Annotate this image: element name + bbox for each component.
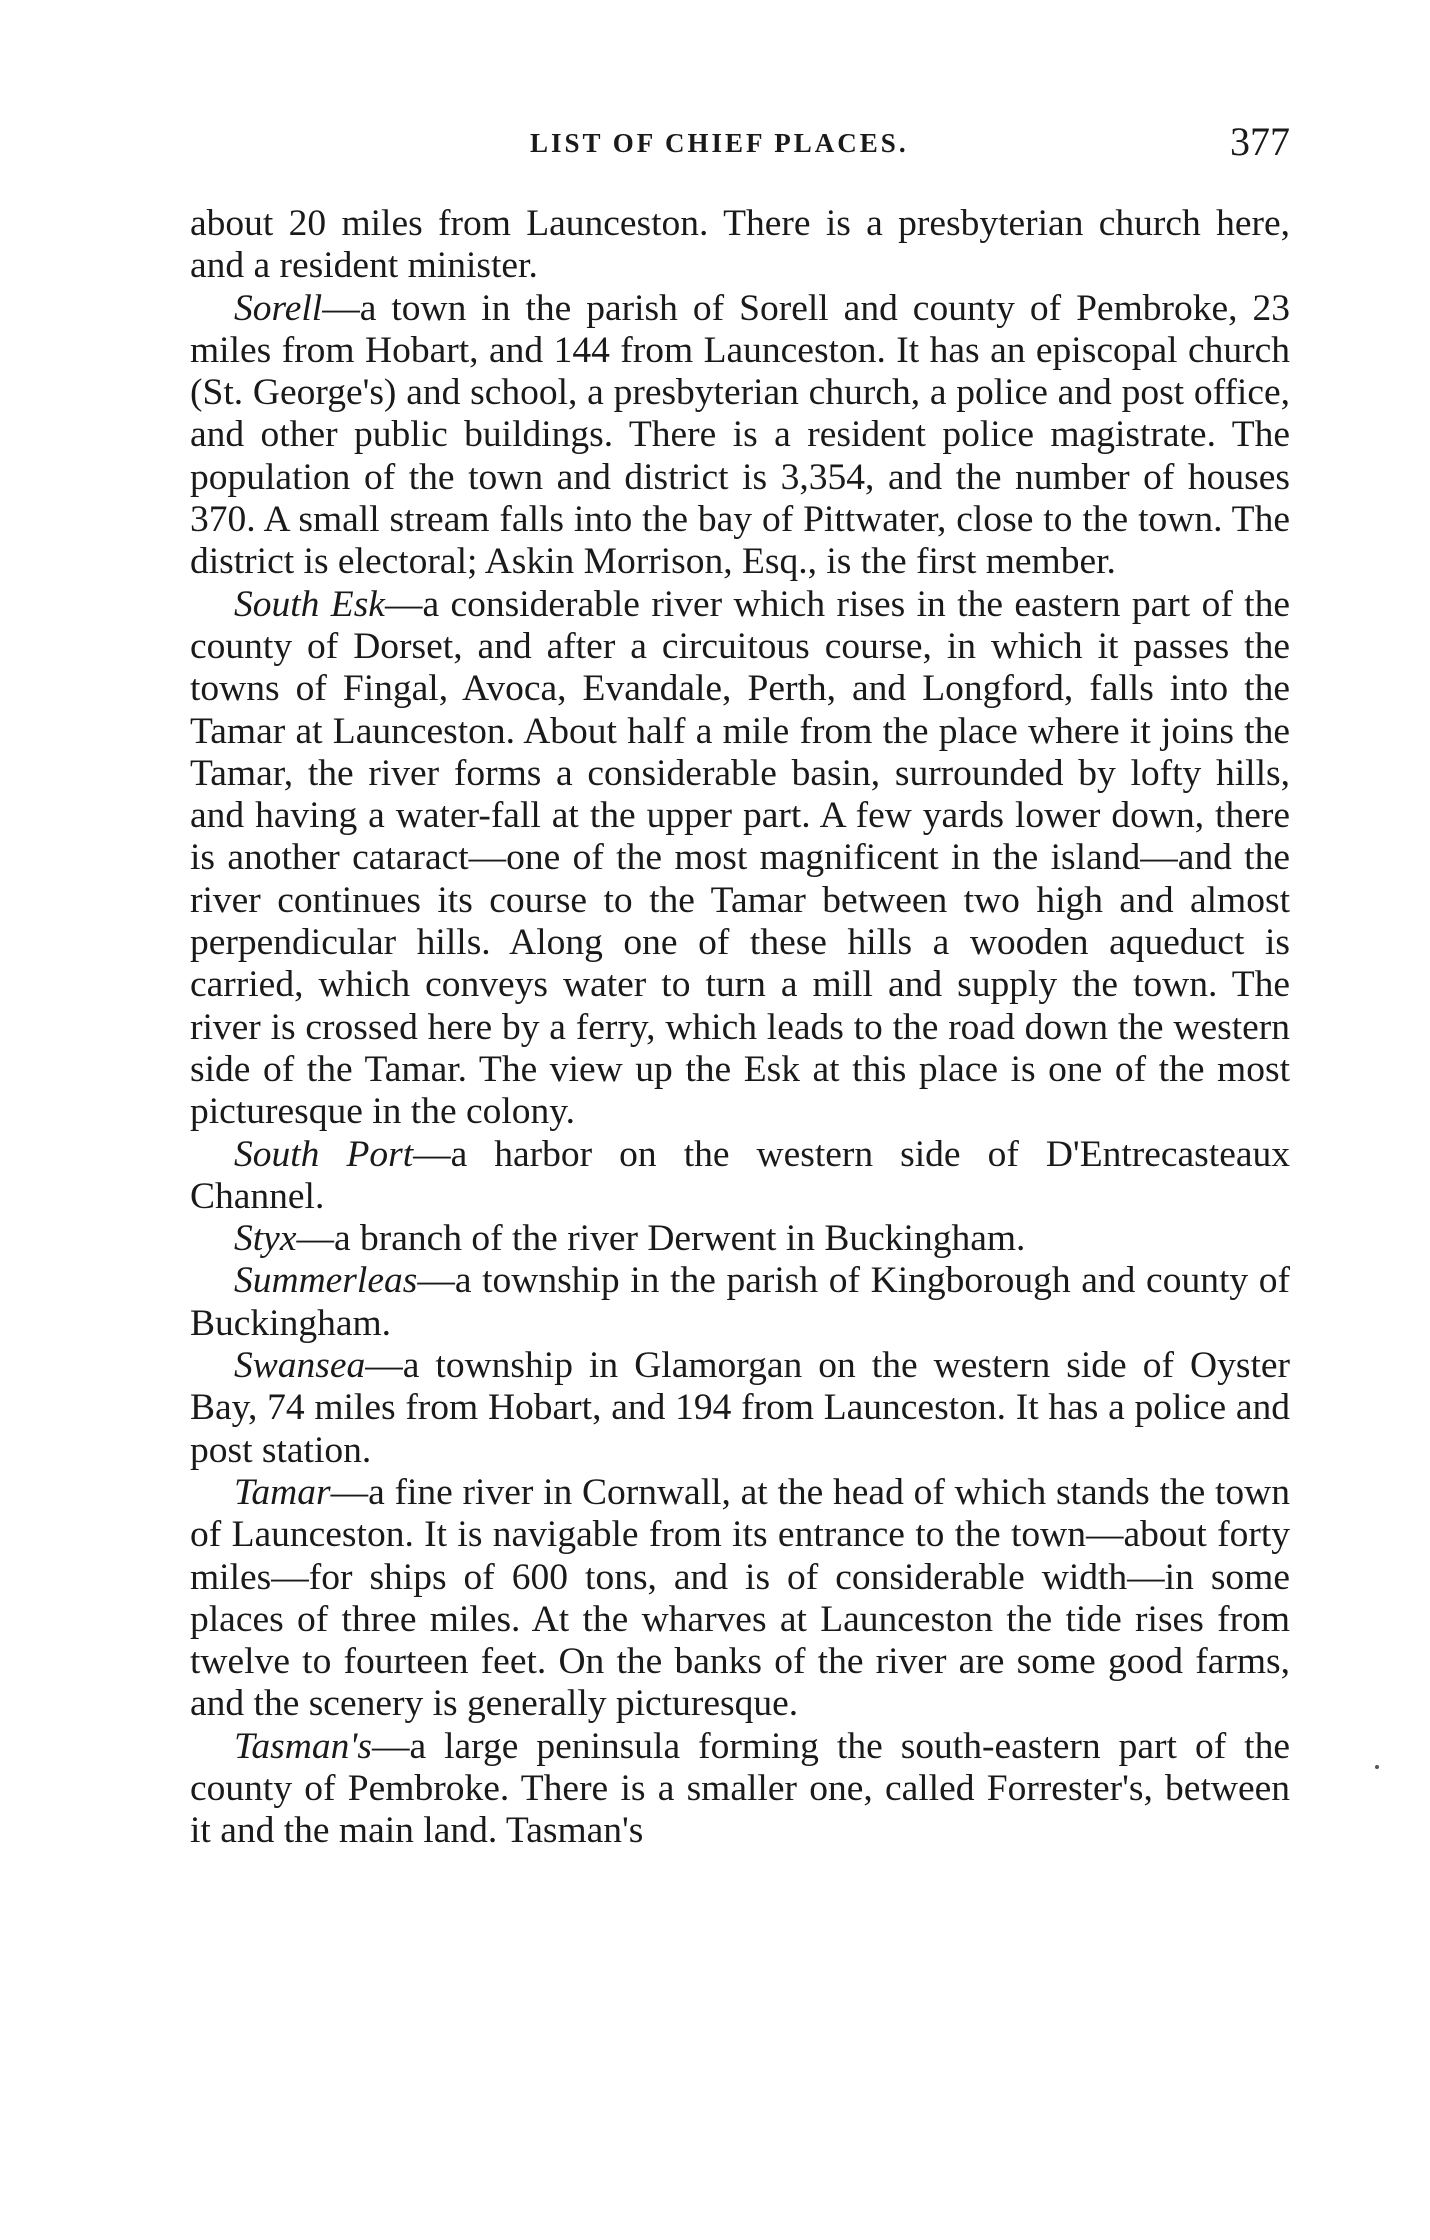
entry-term: Sorell bbox=[234, 287, 323, 329]
entry-summerleas bbox=[190, 1260, 1290, 1345]
entry-term: South Port bbox=[234, 1133, 414, 1175]
running-head-title: LIST OF CHIEF PLACES. bbox=[530, 128, 909, 158]
entry-south-port bbox=[190, 1134, 1290, 1219]
entry-text: —a fine river in Cornwall, at the head of which stands the town of Launceston. It is navigable from its entrance to the town—about forty miles—for ships of 600 tons, and is of considerable width—in some places of three miles. At the wharves at Launceston the tide rises from twelve to fourteen feet. On the banks of the river are some good farms, and the scenery is generally picturesque. bbox=[190, 1471, 1290, 1725]
running-head bbox=[190, 118, 1290, 168]
page-number: 377 bbox=[1230, 119, 1290, 164]
entry-term: Swansea bbox=[234, 1345, 366, 1387]
entry-styx bbox=[190, 1218, 1290, 1260]
entry-text: —a township in the parish of Kingborough and county of Buckingham. bbox=[190, 1260, 1290, 1344]
entry-term: South Esk bbox=[234, 583, 385, 625]
body-text bbox=[190, 203, 1290, 1853]
entry-text: —a considerable river which rises in the eastern part of the county of Dorset, and after a circuitous course, in which it passes the towns of Fingal, Avoca, Evandale, Perth, and Longford, falls into the Tamar at Launceston. About half a mile from the place where it joins the Tamar, the river forms a considerable basin, surrounded by lofty hills, and having a water-fall at the upper part. A few yards lower down, there is another cataract—one of the most magnificent in the island—and the river continues its course to the Tamar between two high and almost perpendicular hills. Along one of these hills a wooden aqueduct is carried, which conveys water to turn a mill and supply the town. The river is crossed here by a ferry, which leads to the road down the western side of the Tamar. The view up the Esk at this place is one of the most picturesque in the colony. bbox=[190, 583, 1290, 1133]
entry-text: —a town in the parish of Sorell and county of Pembroke, 23 miles from Hobart, and 144 from Launceston. It has an episcopal church (St. George's) and school, a presbyterian church, a police and post office, and other public buildings. There is a resident police magistrate. The population of the town and district is 3,354, and the number of houses 370. A small stream falls into the bay of Pittwater, close to the town. The district is electoral; Askin Morrison, Esq., is the first member. bbox=[190, 287, 1290, 583]
entry-term: Summerleas bbox=[234, 1260, 418, 1302]
paragraph-continuation bbox=[190, 203, 1290, 288]
entry-text: —a large peninsula forming the south-eastern part of the county of Pembroke. There is a smaller one, called Forrester's, between it and the main land. Tasman's bbox=[190, 1725, 1290, 1852]
entry-sorell bbox=[190, 288, 1290, 584]
entry-south-esk bbox=[190, 584, 1290, 1134]
entry-term: Tamar bbox=[234, 1471, 331, 1513]
entry-text: —a township in Glamorgan on the western side of Oyster Bay, 74 miles from Hobart, and 194 from Launceston. It has a police and post station. bbox=[190, 1345, 1290, 1471]
ink-speck bbox=[1375, 1765, 1379, 1769]
entry-tamar bbox=[190, 1472, 1290, 1726]
entry-text: —a harbor on the western side of D'Entrecasteaux Channel. bbox=[190, 1133, 1290, 1217]
entry-swansea bbox=[190, 1345, 1290, 1472]
entry-term: Styx bbox=[234, 1218, 297, 1260]
paragraph-text: about 20 miles from Launceston. There is a presbyterian church here, and a resident minister. bbox=[190, 203, 1290, 287]
entry-tasmans bbox=[190, 1726, 1290, 1853]
entry-text: —a branch of the river Derwent in Buckingham. bbox=[296, 1218, 1026, 1260]
entry-term: Tasman's bbox=[234, 1725, 372, 1767]
